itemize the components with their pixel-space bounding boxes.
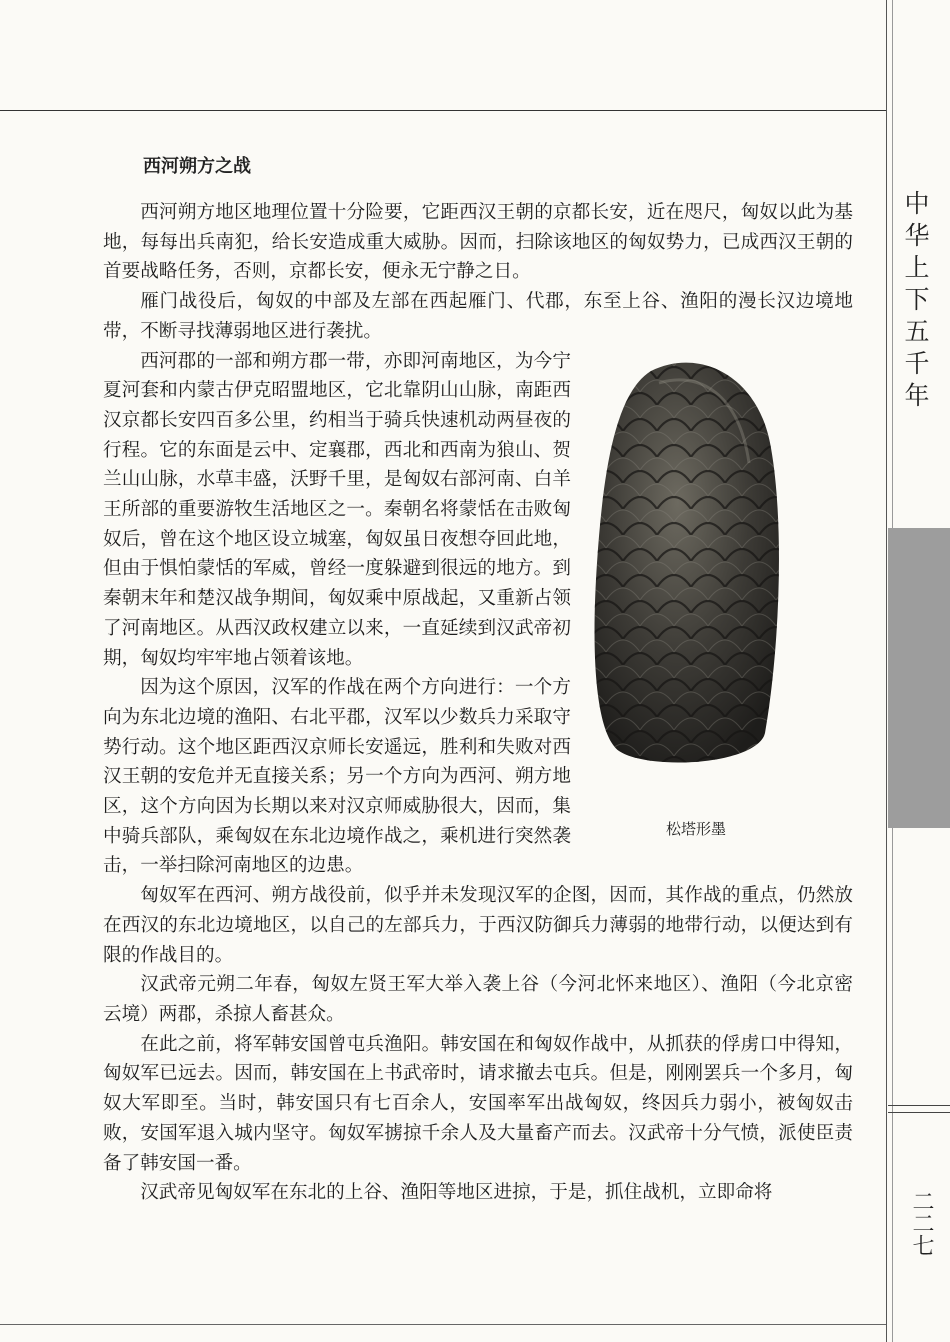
paragraph: 汉武帝见匈奴军在东北的上谷、渔阳等地区进掠，于是，抓住战机，立即命将 — [140, 1182, 773, 1204]
section-title: 西河朔方之战 — [143, 156, 251, 177]
paragraph: 雁门战役后，匈奴的中部及左部在西起雁门、代郡，东至上谷、渔阳的漫长汉边境地带，不断寻找薄弱地区进行袭扰。 — [103, 291, 853, 342]
header-rule — [0, 110, 886, 111]
side-tab-band — [888, 528, 950, 828]
page-number: 二二七 — [909, 1190, 934, 1256]
side-rule — [888, 1105, 950, 1106]
paragraph: 匈奴军在西河、朔方战役前，似乎并未发现汉军的企图，因而，其作战的重点，仍然放在西汉的东北边境地区，以自己的左部兵力，于西汉防御兵力薄弱的地带行动，以便达到有限的作战目的。 — [103, 885, 853, 966]
paragraph: 汉武帝元朔二年春，匈奴左贤王军大举入袭上谷（今河北怀来地区）、渔阳（今北京密云境）两郡，杀掠人畜甚众。 — [103, 974, 853, 1025]
figure — [585, 353, 853, 853]
paragraph: 因为这个原因，汉军的作战在两个方向进行：一个方向为东北边境的渔阳、右北平郡，汉军以少数兵力采取守势行动。这个地区距西汉京师长安遥远，胜利和失败对西汉王朝的安危并无直接关系；另一个方向为西河、朔方地区，这个方向因为长期以来对汉京师威胁很大，因而，集中骑兵部队，乘匈奴在东北边境作战之，乘机进行突然袭击，一举扫除河南地区的边患。 — [103, 677, 571, 877]
article-body — [103, 198, 853, 1208]
paragraph: 西河郡的一部和朔方郡一带，亦即河南地区，为今宁夏河套和内蒙古伊克昭盟地区，它北靠阴山山脉，南距西汉京都长安四百多公里，约相当于骑兵快速机动两昼夜的行程。它的东面是云中、定襄郡，西北和西南为狼山、贺兰山山脉，水草丰盛，沃野千里，是匈奴右部河南、白羊王所部的重要游牧生活地区之一。秦朝名将蒙恬在击败匈奴后，曾在这个地区设立城塞，匈奴虽日夜想夺回此地，但由于惧怕蒙恬的军威，曾经一度躲避到很远的地方。到秦朝末年和楚汉战争期间，匈奴乘中原战起，又重新占领了河南地区。从西汉政权建立以来，一直延续到汉武帝初期，匈奴均牢牢地占领着该地。 — [103, 350, 571, 669]
paragraph: 在此之前，将军韩安国曾屯兵渔阳。韩安国在和匈奴作战中，从抓获的俘虏口中得知，匈奴军已远去。因而，韩安国在上书武帝时，请求撤去屯兵。但是，刚刚罢兵一个多月，匈奴大军即至。当时，韩安国只有七百余人，安国率军出战匈奴，终因兵力弱小，被匈奴击败，安国军退入城内坚守。匈奴军掳掠千余人及大量畜产而去。汉武帝十分气愤，派使臣责备了韩安国一番。 — [103, 1033, 853, 1174]
ink-stick-image — [589, 353, 789, 773]
figure-caption: 松塔形墨 — [665, 819, 726, 838]
margin-rule — [886, 0, 887, 1342]
footer-rule — [0, 1324, 886, 1325]
running-book-title: 中华上下五千年 — [901, 190, 930, 414]
paragraph: 西河朔方地区地理位置十分险要，它距西汉王朝的京都长安，近在咫尺，匈奴以此为基地，每每出兵南犯，给长安造成重大威胁。因而，扫除该地区的匈奴势力，已成西汉王朝的首要战略任务，否则，京都长安，便永无宁静之日。 — [103, 202, 853, 283]
side-rule — [888, 1112, 950, 1113]
